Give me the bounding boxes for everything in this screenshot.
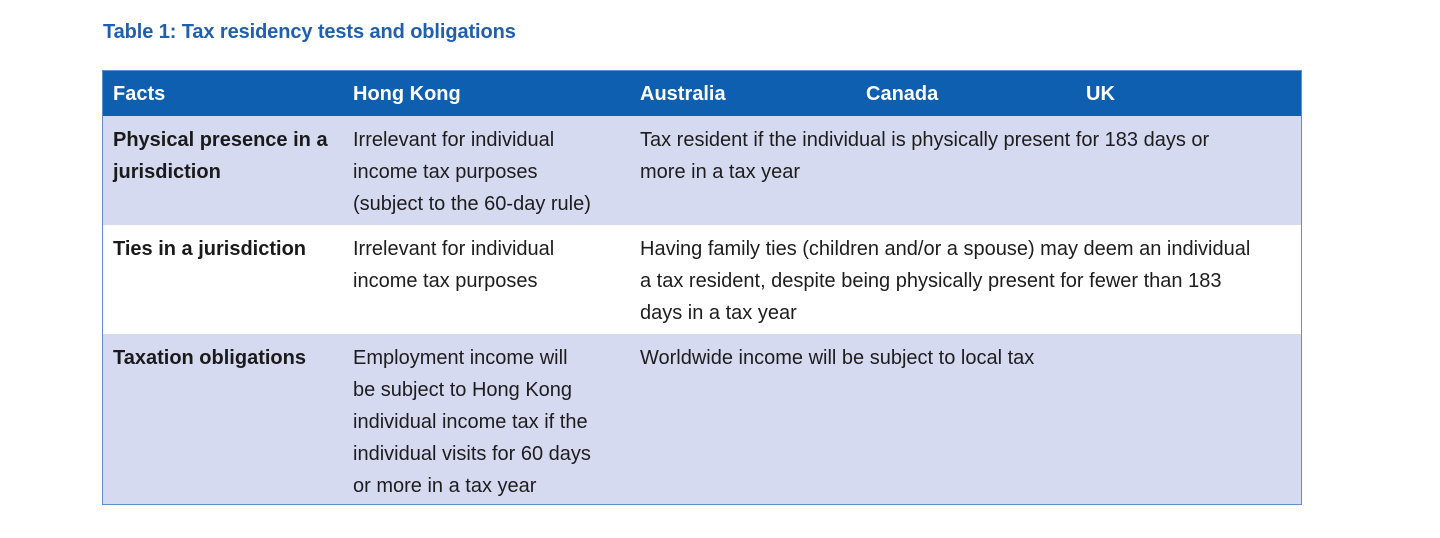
row-hong-kong-cell: Irrelevant for individual income tax purposes <box>353 238 555 292</box>
header-hong-kong: Hong Kong <box>353 83 461 105</box>
row-other-jurisdictions-cell: Tax resident if the individual is physically present for 183 days or more in a tax year <box>640 129 1210 183</box>
row-fact-label: Physical presence in a jurisdiction <box>113 129 328 183</box>
table-header-row <box>103 71 1301 116</box>
row-fact-label: Taxation obligations <box>113 347 306 369</box>
header-facts: Facts <box>113 83 166 105</box>
tax-residency-table <box>102 70 1302 505</box>
table-row <box>103 225 1301 334</box>
table-row <box>103 116 1301 225</box>
table-caption: Table 1: Tax residency tests and obligations <box>103 21 516 43</box>
row-other-jurisdictions-cell: Worldwide income will be subject to local tax <box>640 347 1035 369</box>
header-canada: Canada <box>866 83 939 105</box>
row-hong-kong-cell: Irrelevant for individual income tax purposes (subject to the 60-day rule) <box>353 129 591 215</box>
table-row <box>103 334 1301 505</box>
header-australia: Australia <box>640 83 726 105</box>
row-hong-kong-cell: Employment income will be subject to Hong Kong individual income tax if the individual visits for 60 days or more in a tax year <box>353 347 591 497</box>
header-uk: UK <box>1086 83 1115 105</box>
row-other-jurisdictions-cell: Having family ties (children and/or a spouse) may deem an individual a tax resident, despite being physically present for fewer than 183 days in a tax year <box>640 238 1251 324</box>
row-fact-label: Ties in a jurisdiction <box>113 238 307 260</box>
